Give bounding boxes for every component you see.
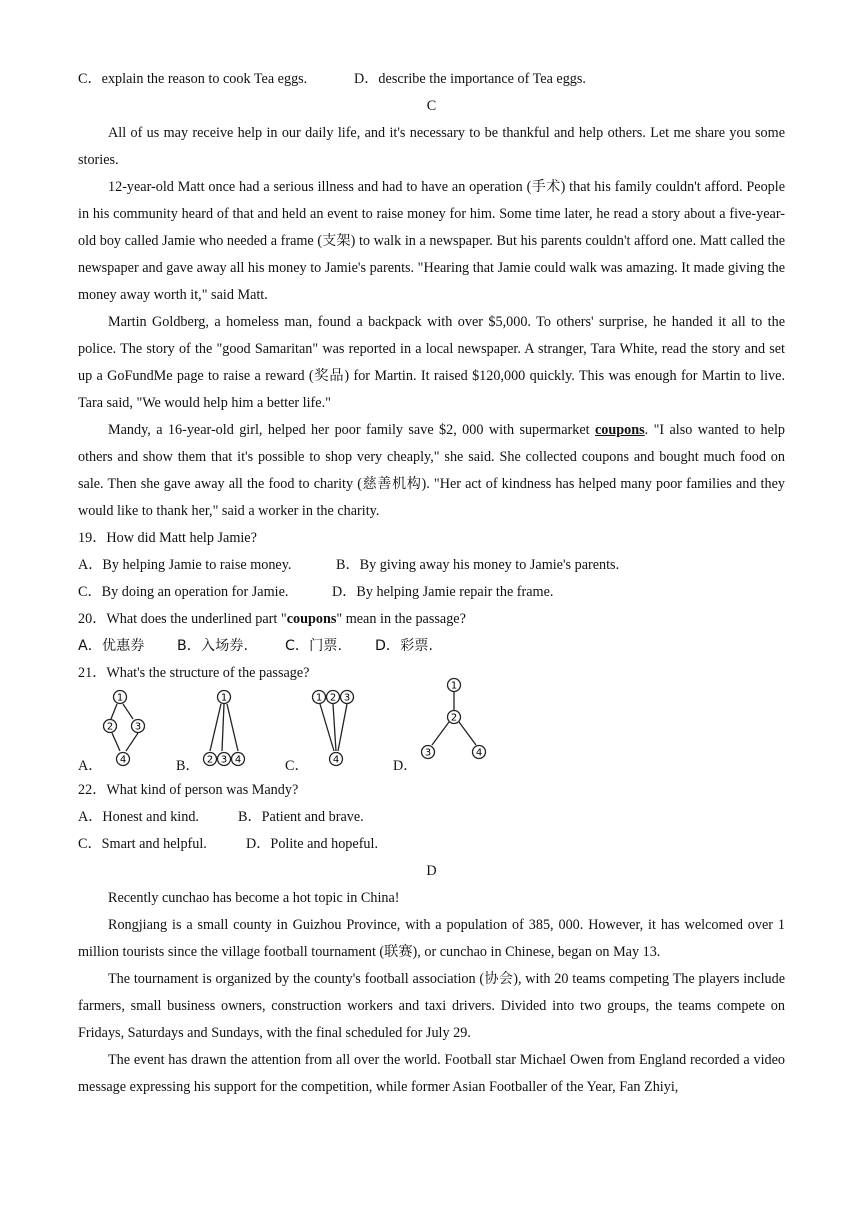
q22-option-a[interactable]: A．Honest and kind. xyxy=(78,809,199,825)
q22-option-b[interactable]: B．Patient and brave. xyxy=(238,809,364,825)
q21-option-a[interactable]: A． xyxy=(78,758,103,774)
circle-2 xyxy=(448,711,461,724)
option-d[interactable]: D．describe the importance of Tea eggs. xyxy=(354,71,586,87)
svg-text:3: 3 xyxy=(220,754,228,766)
section-d-paragraph-1: Recently cunchao has become a hot topic in China! xyxy=(108,890,400,906)
svg-text:1: 1 xyxy=(220,692,228,704)
svg-text:2: 2 xyxy=(450,712,458,724)
question-21-diagrams xyxy=(78,680,785,777)
structure-diagram-b xyxy=(200,687,260,773)
section-d-paragraph-4: The event has drawn the attention from all over the world. Football star Michael Owen from England recorded a video message expressing his support for the competition, while former Asian Footballer of the Year, Fan Zhiyi, xyxy=(78,1052,785,1095)
section-c-heading: C xyxy=(426,98,437,114)
q21-option-c[interactable]: C． xyxy=(285,758,309,774)
underlined-word-coupons: coupons xyxy=(594,422,645,438)
svg-text:4: 4 xyxy=(234,754,242,766)
q22-option-d[interactable]: D．Polite and hopeful. xyxy=(246,836,379,852)
svg-text:1: 1 xyxy=(450,680,458,692)
svg-text:3: 3 xyxy=(424,747,432,759)
q19-option-b[interactable]: B．By giving away his money to Jamie's parents. xyxy=(336,557,620,573)
circle-4 xyxy=(330,753,343,766)
q20-option-b[interactable]: B．入场券. xyxy=(177,638,248,654)
circle-4 xyxy=(232,753,245,766)
circle-3 xyxy=(341,691,354,704)
question-20-stem: 20．What does the underlined part "coupons" mean in the passage? xyxy=(78,611,466,627)
circle-3 xyxy=(218,753,231,766)
circle-2 xyxy=(327,691,340,704)
question-19-stem: 19．How did Matt help Jamie? xyxy=(78,530,257,546)
structure-diagram-d xyxy=(418,675,498,773)
circle-1 xyxy=(114,691,127,704)
circle-3 xyxy=(132,720,145,733)
option-c[interactable]: C．explain the reason to cook Tea eggs. xyxy=(78,71,308,87)
circle-1 xyxy=(313,691,326,704)
q21-option-b[interactable]: B． xyxy=(176,758,200,774)
question-22-options-row-1 xyxy=(78,804,785,831)
svg-text:4: 4 xyxy=(475,747,483,759)
section-d-paragraph-2: Rongjiang is a small county in Guizhou Province, with a population of 385, 000. However, it has welcomed over 1 million tourists since the village football tournament (联赛), or cunchao in Chinese, began on May 13. xyxy=(78,917,785,960)
circle-2 xyxy=(104,720,117,733)
structure-diagram-a xyxy=(96,687,156,773)
circle-2 xyxy=(204,753,217,766)
question-19-options-row-2 xyxy=(78,579,785,606)
section-c-paragraph-4: Mandy, a 16-year-old girl, helped her poor family save $2, 000 with supermarket coupons. "I also wanted to help others and show them that it's possible to shop very cheaply," she said. She collected coupons and bought much food on sale. Then she gave away all the food to charity (慈善机构). "Her act of kindness has helped many poor families and they would like to thank her," said a worker in the charity. xyxy=(78,422,785,519)
document-page xyxy=(78,66,785,1101)
question-22-stem: 22．What kind of person was Mandy? xyxy=(78,782,299,798)
q19-option-a[interactable]: A．By helping Jamie to raise money. xyxy=(78,557,292,573)
svg-text:4: 4 xyxy=(332,754,340,766)
structure-diagram-c xyxy=(310,687,370,773)
circle-1 xyxy=(448,679,461,692)
section-d-heading: D xyxy=(426,863,437,879)
previous-question-options xyxy=(78,66,785,93)
svg-text:3: 3 xyxy=(134,721,142,733)
q20-option-a[interactable]: A．优惠券 xyxy=(78,638,145,654)
svg-text:4: 4 xyxy=(119,754,127,766)
section-c-paragraph-1: All of us may receive help in our daily life, and it's necessary to be thankful and help others. Let me share you some stories. xyxy=(78,125,785,168)
question-20-options xyxy=(78,633,785,660)
q19-option-d[interactable]: D．By helping Jamie repair the frame. xyxy=(332,584,554,600)
question-22-options-row-2 xyxy=(78,831,785,858)
section-c-paragraph-3: Martin Goldberg, a homeless man, found a backpack with over $5,000. To others' surprise, he handed it all to the police. The story of the "good Samaritan" was reported in a local newspaper. A stranger, Tara White, read the story and set up a GoFundMe page to raise a reward (奖品) for Martin. It raised $120,000 quickly. This was enough for Martin to live. Tara said, "We would help him a better life." xyxy=(78,314,785,411)
question-19-options-row-1 xyxy=(78,552,785,579)
section-c-paragraph-2: 12-year-old Matt once had a serious illness and had to have an operation (手术) that his family couldn't afford. People in his community heard of that and held an event to raise money for him. Some time later, he read a story about a five-year-old boy called Jamie who needed a frame (支架) to walk in a newspaper. But his parents couldn't afford one. Matt called the newspaper and gave away all his money to Jamie's parents. "Hearing that Jamie could walk was amazing. It made giving the money away worth it," said Matt. xyxy=(78,179,785,303)
circle-4 xyxy=(473,746,486,759)
circle-3 xyxy=(422,746,435,759)
section-d-paragraph-3: The tournament is organized by the county's football association (协会), with 20 teams competing The players include farmers, small business owners, construction workers and taxi drivers. Divided into two groups, the teams compete on Fridays, Saturdays and Sundays, with the final scheduled for July 29. xyxy=(78,971,785,1041)
svg-text:1: 1 xyxy=(116,692,124,704)
q20-option-d[interactable]: D．彩票. xyxy=(375,638,433,654)
svg-text:3: 3 xyxy=(343,692,351,704)
q22-option-c[interactable]: C．Smart and helpful. xyxy=(78,836,207,852)
svg-text:2: 2 xyxy=(106,721,114,733)
circle-1 xyxy=(218,691,231,704)
circle-4 xyxy=(117,753,130,766)
q21-option-d[interactable]: D． xyxy=(393,758,418,774)
svg-text:1: 1 xyxy=(315,692,323,704)
q20-option-c[interactable]: C．门票. xyxy=(285,638,342,654)
svg-text:2: 2 xyxy=(329,692,337,704)
svg-text:2: 2 xyxy=(206,754,214,766)
q19-option-c[interactable]: C．By doing an operation for Jamie. xyxy=(78,584,289,600)
question-21-stem: 21．What's the structure of the passage? xyxy=(78,665,310,681)
